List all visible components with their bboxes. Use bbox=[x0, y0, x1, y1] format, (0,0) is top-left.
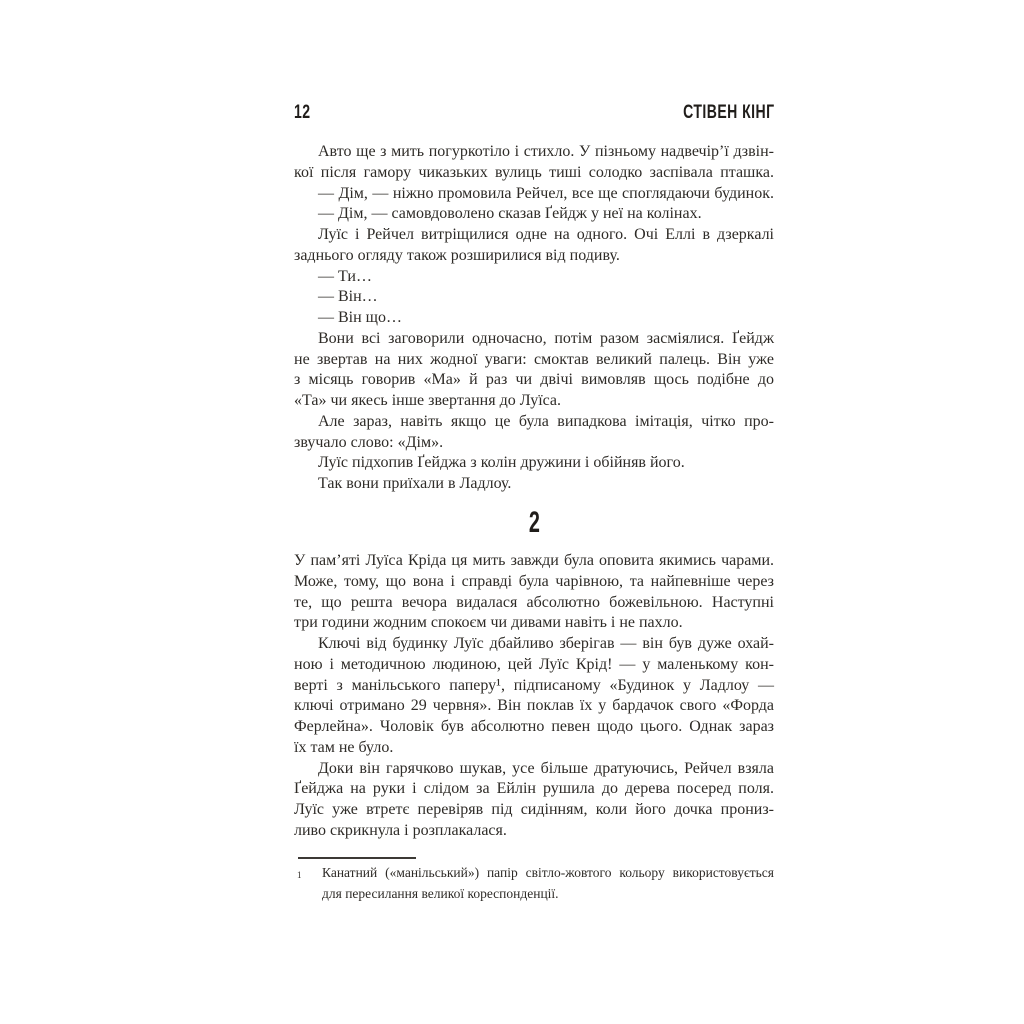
page-number: 12 bbox=[294, 102, 311, 123]
text-line: — Ти… bbox=[318, 267, 372, 285]
text-line: Ключі від будинку Луїс дбайливо зберігав — він був дуже охай- bbox=[318, 635, 774, 652]
text-line: з місяць говорив «Ма» й раз чи двічі вимовляв щось подібне до bbox=[294, 371, 774, 389]
text-line: їх там не було. bbox=[294, 738, 394, 756]
text-line: — Дім, — самовдоволено сказав Ґейдж у неї на колінах. bbox=[318, 205, 702, 223]
text-line: звучало слово: «Дім». bbox=[294, 433, 444, 451]
text-line: ключі отримано 29 червня». Він поклав їх у бардачок свого «Форда bbox=[294, 697, 774, 715]
running-head: СТІВЕН КІНГ bbox=[682, 102, 774, 123]
body-text-block-2 bbox=[294, 551, 774, 842]
text-line: ливо скрикнула і розплакалася. bbox=[294, 821, 507, 839]
text-line: не звертав на них жодної уваги: смоктав великий палець. Він уже bbox=[294, 350, 774, 368]
text-line: кої після гамору чиказьких вулиць тиші солодко заспівала пташка. bbox=[294, 163, 774, 181]
text-line: верті з манільського паперу¹, підписаному «Будинок у Ладлоу — bbox=[294, 676, 774, 694]
text-line: Доки він гарячково шукав, усе більше дратуючись, Рейчел взяла bbox=[318, 759, 774, 777]
text-line: — Дім, — ніжно промовила Рейчел, все ще споглядаючи будинок. bbox=[318, 184, 774, 202]
footnote bbox=[294, 862, 774, 904]
text-line: Луїс уже втретє перевіряв під сидінням, коли його дочка прониз- bbox=[294, 801, 774, 818]
text-line: Авто ще з мить погуркотіло і стихло. У пізньому надвечір’ї дзвін- bbox=[318, 143, 774, 160]
footnote-rule bbox=[298, 857, 416, 859]
footnote-text bbox=[322, 862, 774, 904]
text-line: Так вони приїхали в Ладлоу. bbox=[318, 475, 512, 492]
text-line: три години жодним спокоєм чи дивами навіть і не пахло. bbox=[294, 614, 683, 632]
text-line: Ферлейна». Чоловік був абсолютно певен щодо цього. Однак зараз bbox=[294, 718, 774, 735]
text-line: — Він що… bbox=[318, 309, 402, 326]
text-line: Луїс і Рейчел витріщилися одне на одного. Очі Еллі в дзеркалі bbox=[318, 226, 774, 243]
text-line: Вони всі заговорили одночасно, потім разом засміялися. Ґейдж bbox=[318, 329, 774, 347]
text-line: Луїс підхопив Ґейджа з колін дружини і обійняв його. bbox=[318, 454, 685, 472]
section-heading bbox=[294, 495, 774, 551]
text-line: Може, тому, що вона і справді була чарівною, та найпевніше через bbox=[294, 572, 774, 590]
text-line: для пересилання великої кореспонденції. bbox=[322, 886, 559, 901]
text-line: «Та» чи якесь інше звертання до Луїса. bbox=[294, 392, 562, 409]
page-header bbox=[294, 103, 774, 123]
text-line: У пам’яті Луїса Кріда ця мить завжди була оповита якимись чарами. bbox=[294, 552, 774, 569]
body-text-block-1 bbox=[294, 142, 774, 495]
text-line: — Він… bbox=[318, 288, 378, 306]
text-line: Ґейджа на руки і слідом за Ейлін рушила до дерева посеред поля. bbox=[294, 780, 774, 798]
footnote-marker: 1 bbox=[297, 870, 302, 880]
text-line: те, що решта вечора видалася абсолютно божевільною. Наступні bbox=[294, 593, 774, 611]
text-line: Але зараз, навіть якщо це була випадкова імітація, чітко про- bbox=[318, 412, 774, 430]
section-number: 2 bbox=[528, 506, 540, 539]
text-line: Канатний («манільський») папір світло-жовтого кольору використовується bbox=[322, 865, 774, 880]
text-line: заднього огляду також розширилися від подиву. bbox=[294, 246, 620, 264]
text-line: ною і методичною людиною, цей Луїс Крід! — у маленькому кон- bbox=[294, 655, 774, 673]
